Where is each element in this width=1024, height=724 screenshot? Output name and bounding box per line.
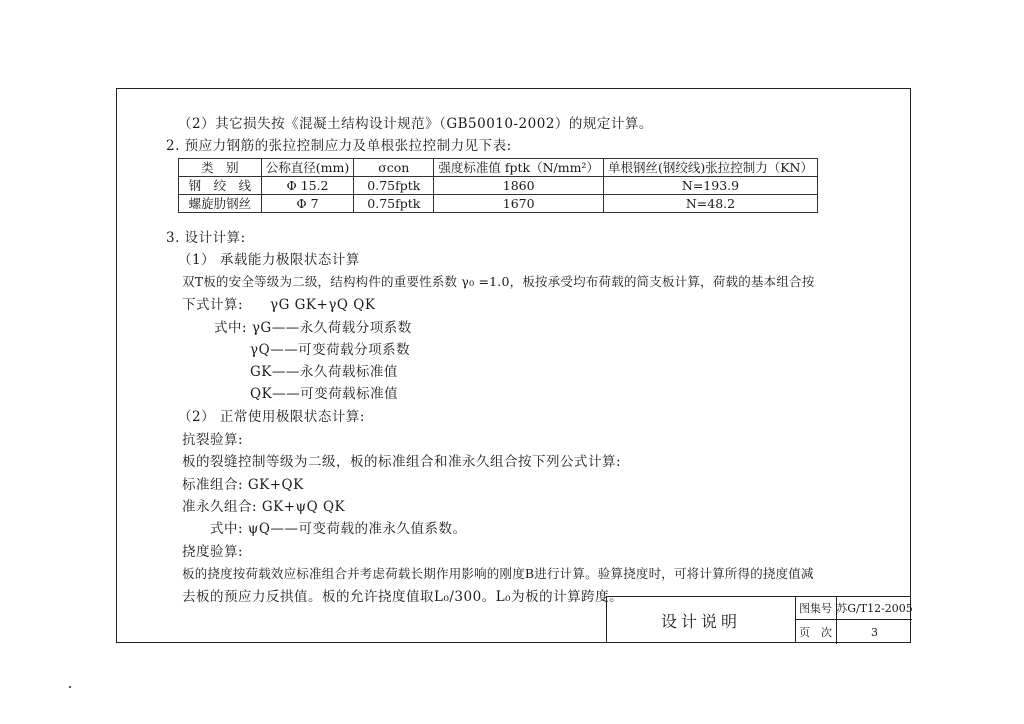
table-header-cell: 单根钢丝(钢绞线)张拉控制力（KN） <box>603 159 817 177</box>
text-line-13: 板的裂缝控制等级为二级，板的标准组合和准永久组合按下列公式计算: <box>182 454 622 470</box>
text-line-12: 抗裂验算: <box>182 432 244 448</box>
atlas-number-label: 图集号 <box>795 597 837 620</box>
table-header-row <box>179 159 818 177</box>
text-line-6: 下式计算: <box>182 297 244 313</box>
atlas-number-value: 苏G/T12-2005 <box>837 597 912 620</box>
text-line-1: （2）其它损失按《混凝土结构设计规范》（GB50010-2002）的规定计算。 <box>178 116 653 132</box>
text-line-17: 挠度验算: <box>182 544 244 560</box>
scan-speck <box>69 686 71 688</box>
title-block-title: 设计说明 <box>607 597 796 643</box>
text-line-2: 2. 预应力钢筋的张拉控制应力及单根张拉控制力见下表: <box>166 138 512 154</box>
table-header-cell: 强度标准值 fptk（N/mm²） <box>434 159 604 177</box>
table-cell: 螺旋肋钢丝 <box>179 195 262 213</box>
text-line-16: 式中: ψQ——可变荷载的准永久值系数。 <box>210 521 467 537</box>
table-header-cell: 类 别 <box>179 159 262 177</box>
table-cell: N=193.9 <box>603 177 817 195</box>
text-line-9: GK——永久荷载标准值 <box>250 364 398 380</box>
text-line-4: （1） 承载能力极限状态计算 <box>178 252 360 268</box>
text-line-15: 准永久组合: GK+ψQ QK <box>182 499 346 515</box>
text-line-18: 板的挠度按荷载效应标准组合并考虑荷载长期作用影响的刚度B进行计算。验算挠度时，可将计算所得的挠度值减 <box>182 566 814 581</box>
text-line-8: γQ——可变荷载分项系数 <box>250 342 411 358</box>
table-cell: 0.75fptk <box>354 195 434 213</box>
title-block <box>606 596 911 643</box>
table-cell: Φ 7 <box>261 195 353 213</box>
formula-basic-combination: γG GK+γQ QK <box>270 297 376 313</box>
text-line-11: （2） 正常使用极限状态计算: <box>178 409 365 425</box>
table-cell: 1860 <box>434 177 604 195</box>
text-line-14: 标准组合: GK+QK <box>182 477 304 493</box>
text-line-10: QK——可变荷载标准值 <box>250 386 399 402</box>
table-cell: Φ 15.2 <box>261 177 353 195</box>
page-number-value: 3 <box>871 625 878 639</box>
table-cell: 0.75fptk <box>354 177 434 195</box>
table-cell: 1670 <box>434 195 604 213</box>
text-line-5: 双T板的安全等级为二级，结构构件的重要性系数 γ₀ =1.0，板按承受均布荷载的简支板计算，荷载的基本组合按 <box>182 274 815 289</box>
table-cell: 钢 绞 线 <box>179 177 262 195</box>
table-header-cell: 公称直径(mm) <box>261 159 353 177</box>
page-number-label: 页 次 <box>795 620 837 644</box>
table-row <box>179 195 818 213</box>
table-cell: N=48.2 <box>603 195 817 213</box>
table-row <box>179 177 818 195</box>
table-header-cell: σcon <box>354 159 434 177</box>
tension-control-table <box>178 158 818 213</box>
text-line-3: 3. 设计计算: <box>166 230 246 246</box>
text-line-19: 去板的预应力反拱值。板的允许挠度值取L₀/300。L₀为板的计算跨度。 <box>182 589 624 605</box>
text-line-7: 式中: γG——永久荷载分项系数 <box>214 320 412 336</box>
